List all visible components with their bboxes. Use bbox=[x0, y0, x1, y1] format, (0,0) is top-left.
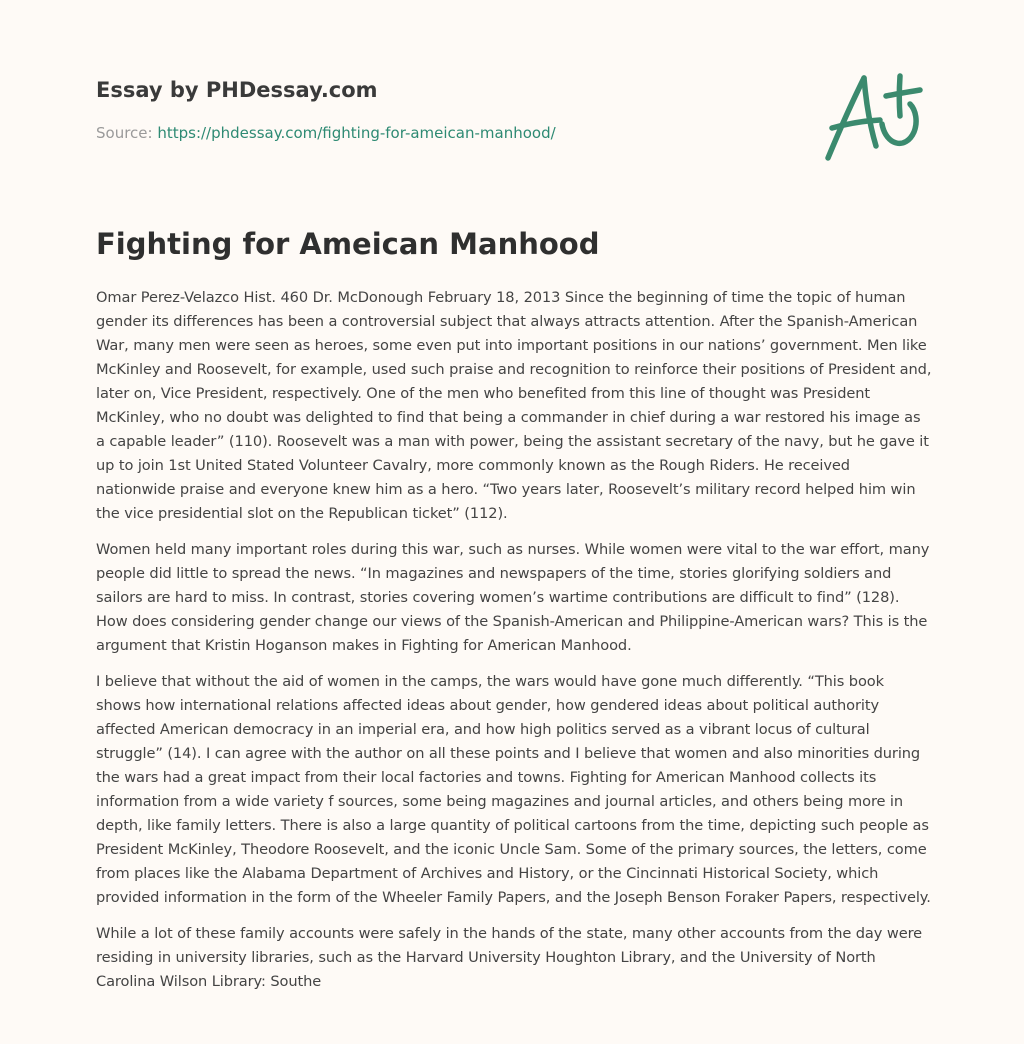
essay-paragraph: While a lot of these family accounts were safely in the hands of the state, many other accounts from the day were residing in university libraries, such as the Harvard University Houghton Library, and the University of North Carolina Wilson Library: Southe bbox=[96, 925, 923, 990]
a-plus-logo-icon bbox=[820, 66, 930, 166]
source-label: Source: bbox=[96, 124, 158, 142]
essay-paragraph: I believe that without the aid of women in the camps, the wars would have gone much differently. “This book shows how international relations affected ideas about gender, how gendered ideas about political authority affected American democracy in an imperial era, and how high politics served as a vibrant locus of cultural struggle” (14). I can agree with the author on all these points and I believe that women and also minorities during the wars had a great impact from their local factories and towns. Fighting for American Manhood collects its information from a wide variety f sources, some being magazines and journal articles, and others being more in depth, like family letters. There is also a large quantity of political cartoons from the time, depicting such people as President McKinley, Theodore Roosevelt, and the iconic Uncle Sam. Some of the primary sources, the letters, come from places like the Alabama Department of Archives and History, or the Cincinnati Historical Society, which provided information in the form of the Wheeler Family Papers, and the Joseph Benson Foraker Papers, respectively. bbox=[96, 673, 931, 906]
essay-title: Fighting for Ameican Manhood bbox=[96, 227, 600, 261]
site-title: Essay by PHDessay.com bbox=[96, 78, 378, 102]
essay-paragraph: Omar Perez-Velazco Hist. 460 Dr. McDonough February 18, 2013 Since the beginning of time the topic of human gender its differences has been a controversial subject that always attracts attention. After the Spanish-American War, many men were seen as heroes, some even put into important positions in our nations’ government. Men like McKinley and Roosevelt, for example, used such praise and recognition to reinforce their positions of President and, later on, Vice President, respectively. One of the men who benefited from this line of thought was President McKinley, who no doubt was delighted to find that being a commander in chief during a war restored his image as a capable leader” (110). Roosevelt was a man with power, being the assistant secretary of the navy, but he gave it up to join 1st United Stated Volunteer Cavalry, more commonly known as the Rough Riders. He received nationwide praise and everyone knew him as a hero. “Two years later, Roosevelt’s military record helped him win the vice presidential slot on the Republican ticket” (112). bbox=[96, 289, 932, 522]
essay-body bbox=[96, 286, 932, 1006]
essay-paragraph: Women held many important roles during this war, such as nurses. While women were vital to the war effort, many people did little to spread the news. “In magazines and newspapers of the time, stories glorifying soldiers and sailors are hard to miss. In contrast, stories covering women’s wartime contributions are difficult to find” (128). How does considering gender change our views of the Spanish-American and Philippine-American wars? This is the argument that Kristin Hoganson makes in Fighting for American Manhood. bbox=[96, 541, 930, 654]
source-line bbox=[96, 123, 556, 143]
source-link[interactable]: https://phdessay.com/fighting-for-ameican-manhood/ bbox=[157, 124, 556, 142]
